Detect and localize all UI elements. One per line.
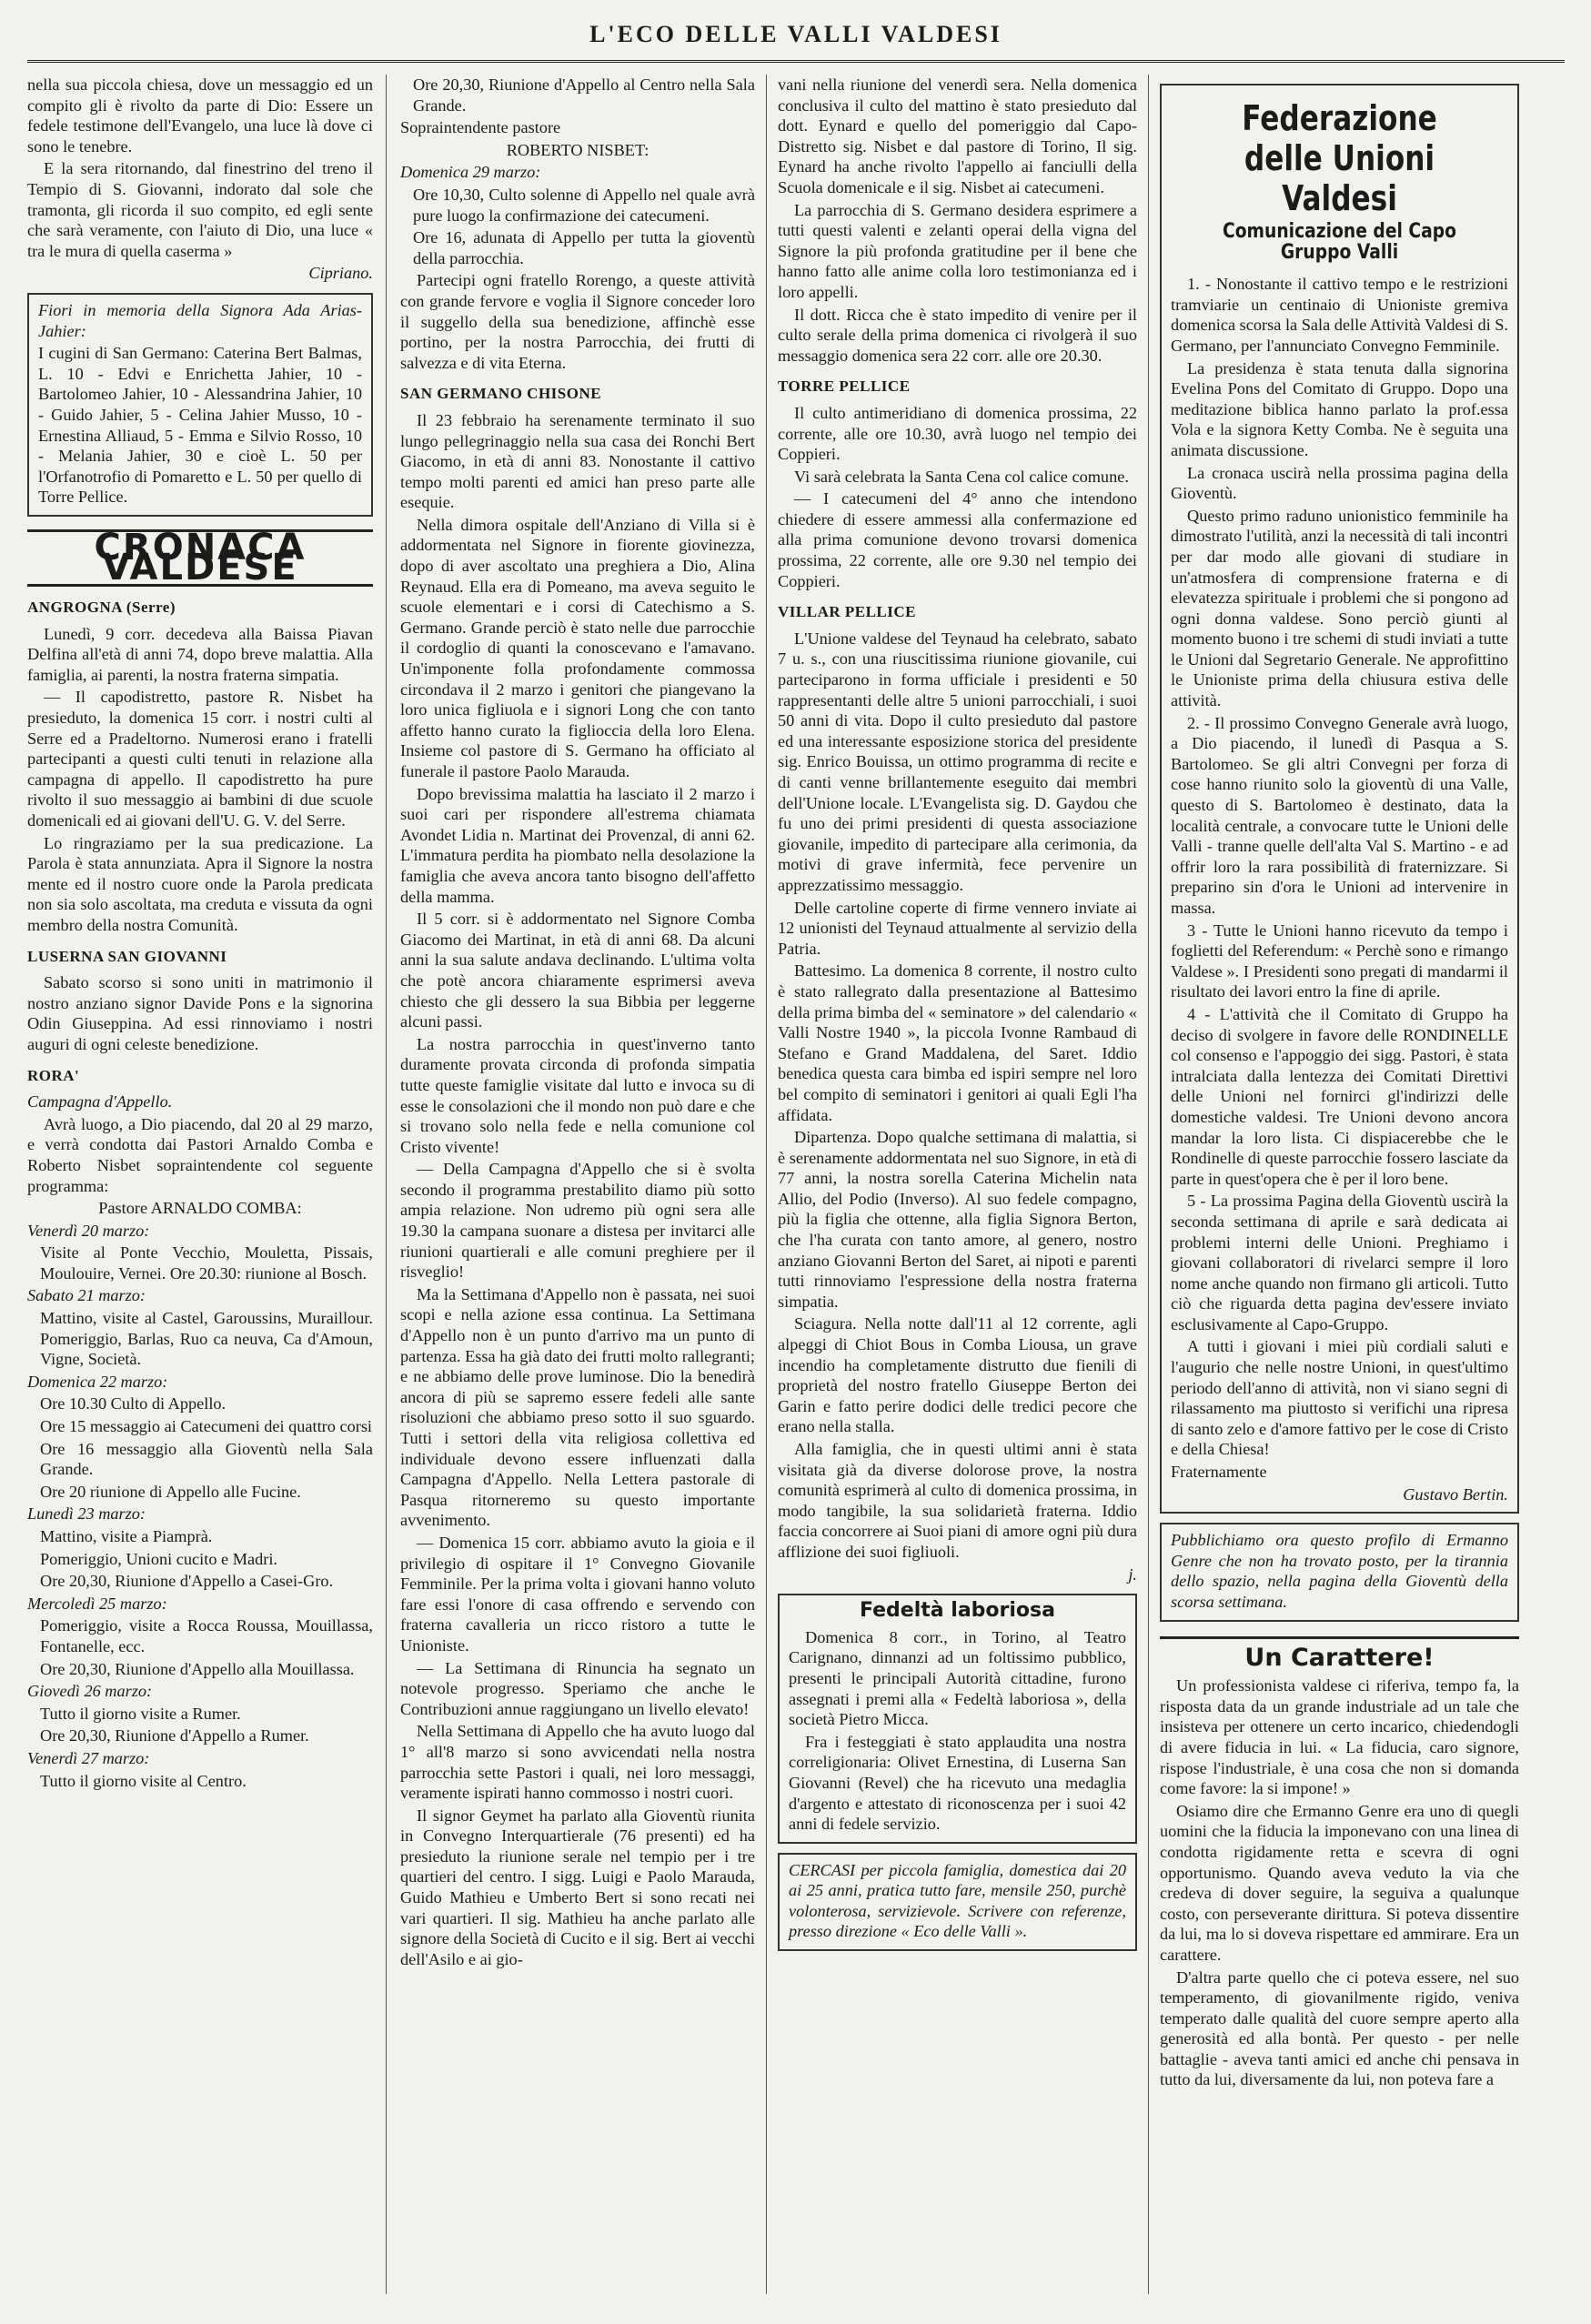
article-paragraph: La presidenza è stata tenuta dalla signorina Evelina Pons del Comitato di Gruppo. Dopo una meditazione biblica hanno parlato la prof.essa Vola e la signora Ketty Comba. Ne è seguita una animata discussione. (1171, 358, 1508, 459)
program-day: Venerdì 27 marzo: (27, 1748, 150, 1767)
program-item: Mattino, visite al Castel, Garoussins, Muraillour. Pomeriggio, Barlas, Ruo ca neuva, Ca d'Amoun, Vigne, Società. (40, 1309, 373, 1369)
article-paragraph: Vi sarà celebrata la Santa Cena col calice comune. (794, 467, 1129, 486)
pastore-name: Pastore ARNALDO COMBA: (98, 1199, 302, 1218)
fedelta-title: Fedeltà laboriosa (860, 1599, 1055, 1623)
article-paragraph: 3 - Tutte le Unioni hanno ricevuto da tempo i foglietti del Referendum: « Perchè sono e rimango Valdese ». I Presidenti sono pregati di mandarmi il risultato dei lavori entro la fine di aprile. (1171, 921, 1508, 1001)
article-paragraph: Il signor Geymet ha parlato alla Gioventù riunita in Convegno Interquartierale (76 presenti) ed ha presieduto la riunione serale nel tempio per i tre quartieri del centro. I sigg. Luigi e Paolo Marauda, Guido Mathieu e Umberto Bert si sono recati nei vari quartieri. Il sig. Mathieu ha anche parlato alle signore della Società di Cucito e il sig. Bert ai vecchi dell'Asilo e ai gio- (400, 1806, 755, 1968)
article-paragraph: 4 - L'attività che il Comitato di Gruppo ha deciso di svolgere in favore delle RONDINELLE col consenso e l'appoggio dei sigg. Pastori, è stata intralciata dalla lentezza dei Comitati Direttivi delle Unioni nel fornirci gl'indirizzi delle domestiche valdesi. Tre Unioni devono ancora mandar la loro lista. Ci dispiacerebbe che le Rondinelle di queste parrocchie fossero lasciate da parte in quest'opera che è per il loro bene. (1171, 1004, 1508, 1188)
article-paragraph: La cronaca uscirà nella prossima pagina della Gioventù. (1171, 463, 1508, 503)
article-paragraph: nella sua piccola chiesa, dove un messaggio ed un compito gli è rivolto da parte di Dio: Essere un fedele testimone dell'Evangelo, una luce là dove ci sono le tenebre. (27, 75, 373, 156)
article-paragraph: Un professionista valdese ci riferiva, tempo fa, la risposta data da un grande industriale ad un tale che insisteva per ottenere un certo incarico, chiedendogli di avere fiducia in lui. « La fiducia, caro signore, rispose l'industriale, è una cosa che non si domanda come favore: la si impone! » (1160, 1676, 1519, 1798)
program-item: Ore 20,30, Riunione d'Appello a Casei-Gro. (40, 1572, 334, 1591)
article-paragraph: Alla famiglia, che in questi ultimi anni è stata visitata già da diverse dolorose prove, la nostra comunità esprimerà al culto di domenica prossima, in modo tangibile, la sua solidarietà fraterna. Iddio faccia concorrere ai Suoi piani di amore ogni più dura afflizione dei suoi figliuoli. (778, 1440, 1137, 1561)
cercasi-ad (778, 1853, 1137, 1951)
section-heading: VILLAR PELLICE (778, 603, 917, 621)
article-paragraph: — Della Campagna d'Appello che si è svolta secondo il programma prestabilito diamo più sotto ampia relazione. Non udremo più ogni sera alle 19.30 la campana suonare a distesa per invitarci alle riunioni quartierali e alle comuni preghiere per il risveglio! (400, 1160, 755, 1282)
program-item: Tutto il giorno visite a Rumer. (40, 1704, 241, 1723)
article-paragraph: Fra i festeggiati è stato applaudita una nostra correligionaria: Olivet Ernestina, di Luserna San Giovanni (Revel) che ha ricevuto una medaglia d'argento e attestato di riconoscenza per i suoi 42 anni di fedele servizio. (789, 1732, 1126, 1834)
article-paragraph: Dopo brevissima malattia ha lasciato il 2 marzo i suoi cari per rispondere all'estrema chiamata Avondet Lidia n. Martinat dei Provenzal, di anni 62. L'immatura perdita ha piombato nella desolazione la famiglia che aveva ancora tanto bisogno dell'affetto della mamma. (400, 784, 755, 906)
article-paragraph: — Domenica 15 corr. abbiamo avuto la gioia e il privilegio di ospitare il 1° Convegno Giovanile Femminile. Per la prima volta i giovani hanno voluto fare essi l'onore di casa offrendo e servendo con fraterna cavalleria un ricco ristoro a tutte le Unioniste. (400, 1533, 755, 1655)
pastore-name: ROBERTO NISBET: (506, 140, 649, 159)
section-heading: RORA' (27, 1066, 80, 1084)
program-day: Domenica 22 marzo: (27, 1372, 168, 1391)
program-item: Pomeriggio, Unioni cucito e Madri. (40, 1549, 277, 1568)
column-divider (766, 75, 767, 2294)
fiori-text: I cugini di San Germano: Caterina Bert Balmas, L. 10 - Edvi e Enrichetta Jahier, 10 - Bartolomeo Jahier, 10 - Alessandrina Jahier, 10 - Guido Jahier, 5 - Celina Jahier Musso, 10 - Ernestina Alliaud, 5 - Emma e Silvio Rosso, 10 - Melania Jahier, 30 e cioè L. 50 per l'Orfanotrofio di Pomaretto e L. 50 per quello di Torre Pellice. (38, 344, 362, 507)
program-item: Ore 20,30, Riunione d'Appello alla Mouillassa. (40, 1659, 355, 1678)
article-paragraph: Battesimo. La domenica 8 corrente, il nostro culto è stato rallegrato dalla presentazione al Battesimo della prima bimba del « seminatore » del calendario « Valli Nostre 1940 », la piccola Ivonne Rambaud di Stefano e Grand Maddalena, del Saret. Iddio benedica questa cara bimba ed ispiri sempre nel loro bel compito di seminatori i genitori ai quali Egli l'ha affidata. (778, 961, 1137, 1124)
section-title-cronaca: CRONACA VALDESE (27, 529, 373, 587)
article-paragraph: 5 - La prossima Pagina della Gioventù uscirà la seconda settimana di aprile e sarà dedicata ai problemi interni delle Unioni. Preghiamo i giovani collaboratori di rivelarci sempre il loro nome anche quando non firmano gli articoli. Tutto ciò che riguarda detta pagina dev'essere inviato esclusivamente al Capo-Gruppo. (1171, 1192, 1508, 1333)
column-divider (386, 75, 387, 2294)
section-heading: SAN GERMANO CHISONE (400, 385, 602, 403)
fiori-box (27, 293, 373, 517)
article-paragraph: Nella Settimana di Appello che ha avuto luogo dal 1° all'8 marzo si sono avvicendati nella nostra parrocchia sette Pastori i quali, nei loro messaggi, veramente ispirati hanno commosso i nostri cuori. (400, 1722, 755, 1803)
program-item: Ore 20 riunione di Appello alle Fucine. (40, 1482, 301, 1501)
program-day: Sabato 21 marzo: (27, 1286, 146, 1305)
article-paragraph: Sabato scorso si sono uniti in matrimonio il nostro anziano signor Davide Pons e la signorina Odin Giuseppina. Ad essi rinnoviamo i nostri auguri di ogni celeste benedizione. (27, 973, 373, 1053)
program-item: Ore 16, adunata di Appello per tutta la gioventù della parrocchia. (413, 228, 755, 267)
fedelta-box (778, 1594, 1137, 1844)
program-list (27, 1221, 373, 1791)
article-paragraph: E la sera ritornando, dal finestrino del treno il Tempio di S. Giovanni, indorato dal sole che tramonta, gli ricorda il suo compito, ed egli sente che sarà veramente, con l'aiuto di Dio, una luce « tra le mura di quella caserma » (27, 159, 373, 260)
article-paragraph: Dipartenza. Dopo qualche settimana di malattia, si è serenamente addormentata nel suo Signore, in età di 77 anni, la nostra sorella Caterina Michelin nata Allio, del Podio (Inverso). Al suo fedele compagno, più la figlia che ottenne, alla figlia Signora Berton, che l'ha curata con tanto amore, al genero, nostro anziano Giovanni Berton del Saret, ai nipoti e parenti tutti rinnoviamo l'espressione della nostra fraterna simpatia. (778, 1128, 1137, 1311)
editor-note: Pubblichiamo ora questo profilo di Ermanno Genre che non ha trovato posto, per la tirannia dello spazio, nella pagina della Gioventù della scorsa settimana. (1171, 1531, 1508, 1611)
article-paragraph: Questo primo raduno unionistico femminile ha dimostrato l'utilità, anzi la necessità di tali incontri per dar modo alle giovani di studiare in un'atmosfera di comprensione fraterna e di elevatezza spirituale i problemi che si pongono ad ogni donna valdese. Sono perciò giunti al momento buono i tre schemi di studi inviati a tutte le Unioni dal Segretario Generale. Ne approfittino le Unioniste prima della chiusura estiva delle attività. (1171, 506, 1508, 710)
article-paragraph: Domenica 8 corr., in Torino, al Teatro Carignano, dinnanzi ad un foltissimo pubblico, presenti le principali Autorità cittadine, furono assegnati i premi alla « Fedeltà laboriosa », della società Pietro Micca. (789, 1627, 1126, 1729)
program-item: Ore 16 messaggio alla Gioventù nella Sala Grande. (40, 1439, 373, 1479)
article-paragraph: Lunedì, 9 corr. decedeva alla Baissa Piavan Delfina all'età di anni 74, dopo breve malattia. Alla famiglia, ai parenti, la nostra fraterna simpatia. (27, 624, 373, 684)
article-paragraph: Partecipi ogni fratello Rorengo, a queste attività con grande fervore e voglia il Signore conceder loro il suggello della sua benedizione, affinchè esse portino, per la nostra Parrocchia, dei frutti di salvezza e di vita Eterna. (400, 271, 755, 372)
article-paragraph: vani nella riunione del venerdì sera. Nella domenica conclusiva il culto del mattino è stato presieduto dal dott. Eynard e quello del pomeriggio dal Capo-Distretto sig. Nisbet e dal pastore di Torino, Il sig. Eynard ha anche rivolto l'appello ai fanciulli della Scuola domenicale e il sig. Nisbet ai catecumeni. (778, 75, 1137, 196)
program-item: Tutto il giorno visite al Centro. (40, 1771, 247, 1790)
article-paragraph: La nostra parrocchia in quest'inverno tanto duramente provata circonda di profonda simpatia tutte queste famiglie visitate dal lutto e invoca su di esse le consolazioni che il mondo non può dare e che si trovano solo nella fede e nella comunione col Cristo vivente! (400, 1034, 755, 1156)
masthead (27, 16, 1565, 63)
article-paragraph: Osiamo dire che Ermanno Genre era uno di quegli uomini che la fiducia la imponevano con una linea di condotta rigidamente retta e scevra di ogni opportunismo. Quando aveva veduto la via che credeva di dover seguire, la seguiva a qualunque costo, con perseverante dirittura. Si poteva dissentire da lui, ma lo si doveva rispettare ed ammirare. Era un carattere. (1160, 1801, 1519, 1964)
section-subheading: Campagna d'Appello. (27, 1092, 173, 1112)
article-paragraph: Nella dimora ospitale dell'Anziano di Villa si è addormentata nel Signore in fiorente giovinezza, dopo di aver ascoltato una preghiera a Dio, Alina Reynaud. Ella era di Pomeano, ma aveva seguito le scuole elementari e i corsi di Catechismo a S. Germano. Grande perciò è stato nelle due parrocchie il cordoglio di quanti la conoscevano e l'amavano. Un'imponente folla profondamente commossa circondava il 2 marzo i genitori che piangevano la loro unica figliuola e i signori Long che con tanto affetto hanno curato la figlioccia della loro Elena. Insieme col pastore di S. Germano ha officiato al funerale il pastore Paolo Marauda. (400, 515, 755, 780)
program-list (400, 162, 755, 268)
federazione-subtitle: Comunicazione del Capo Gruppo Valli (1222, 220, 1457, 264)
column-4 (1160, 75, 1519, 2303)
article-paragraph: Lo ringraziamo per la sua predicazione. La Parola è stata annunziata. Apra il Signore la nostra mente ed il nostro cuore onde la Parola predicata non sia solo ascoltata, ma creduta e vissuta da ogni membro della nostra Comunità. (27, 833, 373, 934)
sopraintendente-label: Sopraintendente pastore (400, 118, 561, 137)
article-paragraph: Delle cartoline coperte di firme vennero inviate ai 12 unionisti del Teynaud attualmente al servizio della Patria. (778, 898, 1137, 958)
newspaper-title: L'ECO DELLE VALLI VALDESI (589, 21, 1002, 47)
section-heading: TORRE PELLICE (778, 377, 911, 396)
program-item: Ore 10,30, Culto solenne di Appello nel quale avrà pure luogo la confirmazione dei catecumeni. (413, 185, 755, 225)
column-1 (27, 75, 373, 2303)
column-3 (778, 75, 1137, 2303)
article-paragraph: La parrocchia di S. Germano desidera esprimere a tutti questi valenti e zelanti operai della vigna del Signore la più profonda gratitudine per il bene che hanno fatto alle anime colla loro testimonianza ed i loro appelli. (778, 200, 1137, 301)
carattere-title: Un Carattere! (1160, 1636, 1519, 1669)
ad-text: CERCASI per piccola famiglia, domestica dai 20 ai 25 anni, pratica tutto fare, mensile 250, purchè volonterosa, servizievole. Scrivere con referenze, presso direzione « Eco delle Valli ». (789, 1860, 1126, 1941)
program-item: Pomeriggio, visite a Rocca Roussa, Mouillassa, Fontanelle, ecc. (40, 1616, 373, 1655)
article-paragraph: Ma la Settimana d'Appello non è passata, nei suoi scopi e nella azione essa continua. La Settimana d'Appello non è un punto d'arrivo ma un punto di partenza. Essa ha già dato dei frutti molto rallegranti; e ne abbiamo delle prove luminose. Dio la benedirà ancora di più se sapremo essere fedeli alle sante risoluzioni che abbiamo preso sotto il suo sguardo. Tutti i settori della vita religiosa collettiva ed individuale devono essere influenzati dalla Campagna d'Appello. Nella Lettera pastorale di Pasqua ritorneremo su questo importante avvenimento. (400, 1284, 755, 1530)
article-paragraph: Il 23 febbraio ha serenamente terminato il suo lungo pellegrinaggio nella sua casa dei Ronchi Bert Giacomo, in età di anni 83. Nonostante il cattivo tempo molti parenti ed amici han preso parte alle esequie. (400, 410, 755, 512)
program-item: Ore 20,30, Riunione d'Appello a Rumer. (40, 1726, 309, 1746)
article-paragraph: 1. - Nonostante il cattivo tempo e le restrizioni tramviarie un centinaio di Unioniste gremiva domenica scorsa la Sala delle Attività Valdesi di S. Germano, per l'annunciato Convegno Femminile. (1171, 275, 1508, 355)
article-paragraph: Il dott. Ricca che è stato impedito di venire per il culto serale della prima domenica ci rivolgerà il suo messaggio domenica sera 22 corr. alle ore 20.30. (778, 305, 1137, 365)
section-heading: LUSERNA SAN GIOVANNI (27, 947, 227, 965)
article-paragraph: Avrà luogo, a Dio piacendo, dal 20 al 29 marzo, e verrà condotta dai Pastori Arnaldo Comba e Roberto Nisbet sopraintendente col seguente programma: (27, 1114, 373, 1195)
article-signature: Cipriano. (308, 264, 373, 283)
program-list-continued (400, 75, 755, 116)
article-paragraph: Il 5 corr. si è addormentato nel Signore Comba Giacomo dei Martinat, in età di anni 68. Da alcuni anni la sua salute andava declinando. L'ultima volta che potè ancora chiaramente esprimersi aveva chiesto che gli dessero la sua Bibbia per leggerne alcuni passi. (400, 910, 755, 1031)
section-heading: ANGROGNA (Serre) (27, 599, 176, 617)
federazione-title: Federazione delle Unioni Valdesi (1242, 98, 1437, 218)
closing: Fraternamente (1171, 1463, 1267, 1482)
article-paragraph: Sciagura. Nella notte dall'11 al 12 corrente, agli alpeggi di Chiot Bous in Comba Liousa, un grave incendio ha completamente distrutto due fienili di proprietà del nostro fratello Giuseppe Berton dei Garin e fatto perire dodici delle tredici pecore che erano nella stalla. (778, 1314, 1137, 1436)
article-paragraph: — I catecumeni del 4° anno che intendono chiedere di essere ammessi alla confermazione ed alla prima comunione devono trovarsi domenica prossima, 22 corrente, alle ore 9.30 nel tempio dei Coppieri. (778, 489, 1137, 590)
article-signature: j. (1128, 1564, 1137, 1584)
article-paragraph: L'Unione valdese del Teynaud ha celebrato, sabato 7 u. s., con una riuscitissima riunione giovanile, cui parteciparono in forma ufficiale i presidenti e 50 rappresentanti delle altre 5 unioni parrocchiali, i suoi 50 anni di vita. Dopo il culto presieduto dal pastore ed una interessante esposizione storica del presidente sig. Enrico Bouissa, un ottimo programma di recite e di canti venne brillantemente eseguito dai membri dell'Unione locale. L'Evangelista sig. D. Gaydou che fu uno dei primi presidenti di questa associazione giovanile, impedito di partecipare alla cerimonia, da motivi di grave infermità, fece pervenire un apprezzatissimo messaggio. (778, 629, 1137, 894)
program-day: Giovedì 26 marzo: (27, 1682, 153, 1701)
article-paragraph: — Il capodistretto, pastore R. Nisbet ha presieduto, la domenica 15 corr. i nostri culti al Serre ed a Pradeltorno. Numerosi erano i fratelli partecipanti a questi culti tenuti in relazione alla campagna di appello. Il capodistretto ha pure rivolto il suo messaggio ai bambini di due scuole domenicali ed ai giovani dell'U. G. V. del Serre. (27, 688, 373, 830)
fiori-title: Fiori in memoria della Signora Ada Arias-Jahier: (38, 300, 362, 340)
article-paragraph: 2. - Il prossimo Convegno Generale avrà luogo, a Dio piacendo, il lunedì di Pasqua a S. Bartolomeo. Se gli altri Convegni per forza di cose hanno riunito solo la gioventù di una Valle, questo di S. Bartolomeo è destinato, data la località centrale, a convocare tutte le Unioni delle Valli - tranne quelle dell'alta Val S. Martino - e ad offrir loro la rara possibilità di fraternizzare. Si preparino sin d'ora le Unioni ad intervenire in massa. (1171, 713, 1508, 917)
program-day: Mercoledì 25 marzo: (27, 1594, 167, 1613)
program-day: Domenica 29 marzo: (400, 163, 541, 182)
article-signature: Gustavo Bertin. (1403, 1484, 1508, 1504)
program-item: Visite al Ponte Vecchio, Mouletta, Pissais, Moulouire, Vernei. Ore 20.30: riunione al Bosch. (40, 1243, 373, 1283)
federazione-box (1160, 84, 1519, 1514)
column-2 (400, 75, 755, 2303)
program-day: Venerdì 20 marzo: (27, 1221, 150, 1240)
pubblichiamo-box (1160, 1523, 1519, 1621)
program-day: Lunedì 23 marzo: (27, 1504, 146, 1524)
program-item: Ore 10.30 Culto di Appello. (40, 1394, 227, 1414)
article-paragraph: — La Settimana di Rinuncia ha segnato un notevole progresso. Speriamo che anche le Contribuzioni annue raggiungano un livello elevato! (400, 1658, 755, 1718)
article-paragraph: Il culto antimeridiano di domenica prossima, 22 corrente, alle ore 10.30, avrà luogo nel tempio dei Coppieri. (778, 403, 1137, 464)
program-item: Ore 20,30, Riunione d'Appello al Centro nella Sala Grande. (413, 75, 755, 115)
article-paragraph: D'altra parte quello che ci poteva essere, nel suo temperamento, di giovanilmente rigido, veniva temperato dalle qualità del cuore sempre aperto alla generosità ed alla bontà. Per questo - per nelle battaglie - aveva tanti amici ed anche chi pensava in tutto da lui, diversamente da lui, non poteva fare a (1160, 1967, 1519, 2089)
column-divider (1148, 75, 1149, 2294)
program-item: Ore 15 messaggio ai Catecumeni dei quattro corsi (40, 1417, 373, 1436)
article-paragraph: A tutti i giovani i miei più cordiali saluti e l'augurio che nelle nostre Unioni, in quest'ultimo periodo dell'anno di attività, non vi siano segni di rilassamento ma piuttosto si verifichi una ripresa di santo zelo e d'amore fattivo per le cose di Cristo e della Chiesa! (1171, 1337, 1508, 1459)
program-item: Mattino, visite a Piamprà. (40, 1527, 213, 1545)
